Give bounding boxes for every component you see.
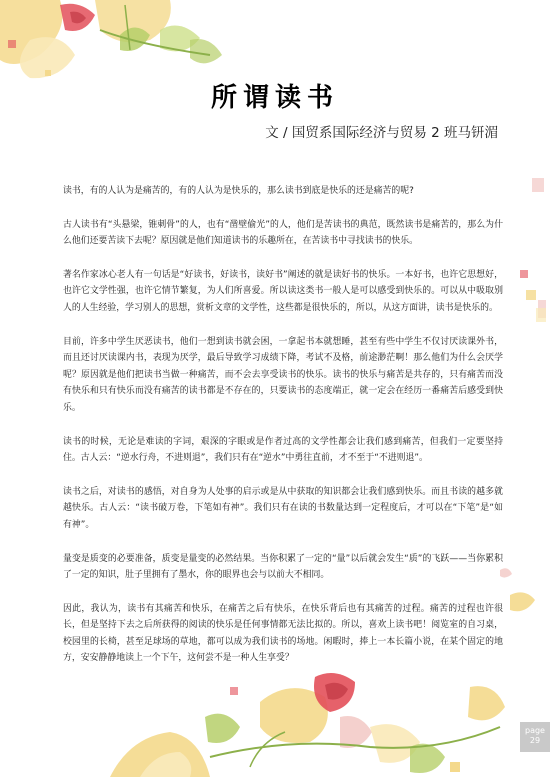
article-body (63, 183, 503, 684)
page-label: page (525, 726, 545, 735)
paragraph-1: 读书，有的人认为是痛苦的，有的人认为是快乐的，那么读书到底是快乐的还是痛苦的呢? (63, 186, 414, 196)
paragraph-6: 读书之后，对读书的感悟，对自身为人处事的启示或是从中获取的知识都会让我们感到快乐。而且书读的越多就越快乐。古人云：“读书破万卷，下笔如有神”。我们只有在读的书数量达到一定程度后，才可以在“下笔”是“如有神”。 (63, 486, 503, 530)
paragraph-5: 读书的时候，无论是难读的字词，艰深的字眼或是作者过高的文学性都会让我们感到痛苦，但我们一定要坚持住。古人云：“逆水行舟，不进则退”，我们只有在“逆水”中勇往直前，才不至于“不进则退”。 (63, 436, 503, 464)
page-number: 29 (529, 736, 541, 745)
paragraph-3: 著名作家冰心老人有一句话是“好读书，好读书，读好书”阐述的就是读好书的快乐。一本好书，也许它思想好，也许它文学性强，也许它情节繁复，为人们所喜爱。所以读这类书一般人是可以感受到快乐的。可以从中吸取别人的人生经验，学习别人的思想，赏析文章的文学性，这些都是很快乐的，所以，从这方面讲，读书是快乐的。 (63, 269, 503, 313)
page-number-tag (520, 722, 550, 752)
author-byline: 文 / 国贸系国际经济与贸易 2 班马钘湄 (265, 125, 498, 141)
paragraph-4: 目前，许多中学生厌恶读书，他们一想到读书就会困，一拿起书本就想睡，甚至有些中学生不仅讨厌读课外书，而且还讨厌读课内书，表现为厌学，最后导致学习成绩下降，考试不及格，前途渺茫啊！那么他们为什么会厌学呢？原因就是他们把读书当做一种痛苦，而不会去享受读书的快乐。读书的快乐与痛苦是共存的，只有痛苦而没有快乐和只有快乐而没有痛苦的读书都是不存在的，只要读书的态度端正，就一定会在经历一番痛苦后感受到快乐。 (63, 336, 503, 413)
flower-decoration-bottom (110, 657, 530, 777)
article-title: 所谓读书 (210, 83, 339, 114)
paragraph-8: 因此，我认为，读书有其痛苦和快乐，在痛苦之后有快乐，在快乐背后也有其痛苦的过程。痛苦的过程也许很长，但是坚持下去之后所获得的阅读的快乐是任何事情都无法比拟的。所以，喜欢上读书吧！阅览室的自习桌，校园里的长椅，甚至足球场的草地，都可以成为我们读书的场地。闲暇时，捧上一本长篇小说，在某个固定的地方，安安静静地读上一个下午，这何尝不是一种人生享受？ (63, 603, 503, 664)
paragraph-2: 古人读书有“头悬梁，锥刺骨”的人，也有“凿壁偷光”的人，他们是苦读书的典范，既然读书是痛苦的，那么为什么他们还要苦读下去呢？原因就是他们知道读书的乐趣所在，在苦读书中寻找读书的快乐。 (63, 219, 503, 247)
paragraph-7: 量变是质变的必要准备，质变是量变的必然结果。当你积累了一定的“量”以后就会发生“质”的飞跃——当你累积了一定的知识，肚子里拥有了墨水，你的眼界也会与以前大不相同。 (63, 553, 503, 581)
